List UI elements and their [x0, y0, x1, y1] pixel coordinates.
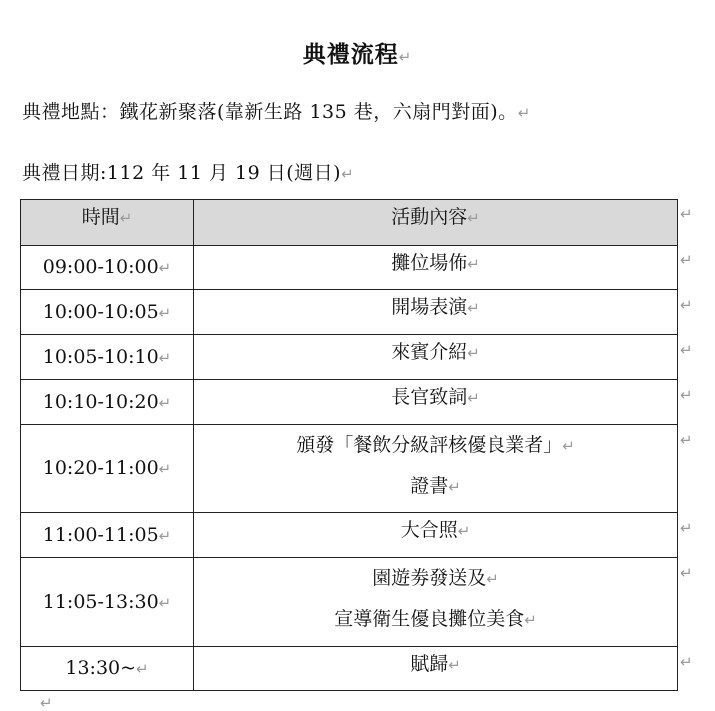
cell-mark-icon: ↵ [158, 303, 172, 322]
cell-mark-icon: ↵ [467, 255, 480, 273]
cell-mark-icon: ↵ [448, 478, 461, 496]
row-end-mark-icon: ↵ [680, 251, 693, 269]
ceremony-date [22, 158, 354, 185]
activity-cell: 長官致詞↵ [194, 380, 678, 425]
paragraph-mark-icon: ↵ [486, 570, 499, 588]
cell-mark-icon: ↵ [136, 660, 149, 678]
date-label: 典禮日期: [22, 162, 107, 184]
paragraph-mark-icon: ↵ [517, 104, 531, 122]
activity-cell: 開場表演↵ [194, 290, 678, 335]
cell-mark-icon: ↵ [467, 209, 480, 227]
header-activity: 活動內容↵ [194, 200, 678, 246]
activity-cell: 大合照↵ [194, 513, 678, 558]
cell-mark-icon: ↵ [158, 348, 172, 367]
cell-mark-icon: ↵ [524, 611, 537, 629]
time-cell: 10:05-10:10↵ [21, 335, 194, 380]
header-time: 時間↵ [21, 200, 194, 246]
row-end-mark-icon: ↵ [680, 341, 693, 359]
table-row [21, 513, 678, 558]
cell-mark-icon: ↵ [467, 344, 480, 362]
cell-mark-icon: ↵ [158, 526, 172, 545]
row-end-mark-icon: ↵ [680, 431, 693, 449]
time-cell: 10:00-10:05↵ [21, 290, 194, 335]
title-text: 典禮流程 [302, 41, 399, 68]
time-cell: 11:00-11:05↵ [21, 513, 194, 558]
paragraph-mark-icon: ↵ [40, 694, 53, 711]
paragraph-mark-icon: ↵ [398, 48, 413, 66]
row-end-mark-icon: ↵ [680, 564, 693, 582]
date-value: 112 年 11 月 19 日(週日) [106, 162, 342, 184]
table-row [21, 558, 678, 647]
cell-mark-icon: ↵ [158, 460, 172, 478]
table-header-row [21, 200, 678, 246]
row-end-mark-icon: ↵ [680, 386, 693, 404]
location-value: 鐵花新聚落(靠新生路 135 巷，六扇門對面)。 [119, 101, 518, 123]
time-cell: 13:30~↵ [21, 647, 194, 691]
document-title [0, 36, 715, 69]
row-end-mark-icon: ↵ [680, 653, 693, 671]
cell-mark-icon: ↵ [119, 209, 133, 227]
table-row [21, 246, 678, 290]
table-row [21, 335, 678, 380]
row-end-mark-icon: ↵ [680, 296, 693, 314]
activity-cell: 賦歸↵ [194, 647, 678, 691]
schedule-table [20, 199, 678, 691]
time-cell: 09:00-10:00↵ [21, 246, 194, 290]
time-cell: 10:20-11:00↵ [21, 425, 194, 513]
time-cell: 10:10-10:20↵ [21, 380, 194, 425]
time-cell: 11:05-13:30↵ [21, 558, 194, 647]
cell-mark-icon: ↵ [158, 259, 172, 277]
ceremony-location [22, 97, 531, 124]
row-end-mark-icon: ↵ [680, 205, 693, 223]
row-end-mark-icon: ↵ [680, 519, 693, 537]
paragraph-mark-icon: ↵ [562, 437, 575, 455]
cell-mark-icon: ↵ [457, 522, 471, 540]
table-row [21, 380, 678, 425]
activity-cell: 攤位場佈↵ [194, 246, 678, 290]
cell-mark-icon: ↵ [467, 389, 480, 407]
table-row [21, 647, 678, 691]
table-row [21, 290, 678, 335]
paragraph-mark-icon: ↵ [341, 165, 355, 183]
location-label: 典禮地點： [22, 101, 120, 123]
activity-cell: 園遊劵發送及↵ 宣導衛生優良攤位美食↵ [194, 558, 678, 647]
activity-cell: 來賓介紹↵ [194, 335, 678, 380]
cell-mark-icon: ↵ [448, 656, 461, 674]
table-row [21, 425, 678, 513]
cell-mark-icon: ↵ [467, 299, 480, 317]
activity-cell: 頒發「餐飲分級評核優良業者」↵ 證書↵ [194, 425, 678, 513]
cell-mark-icon: ↵ [158, 393, 172, 412]
cell-mark-icon: ↵ [158, 593, 172, 612]
